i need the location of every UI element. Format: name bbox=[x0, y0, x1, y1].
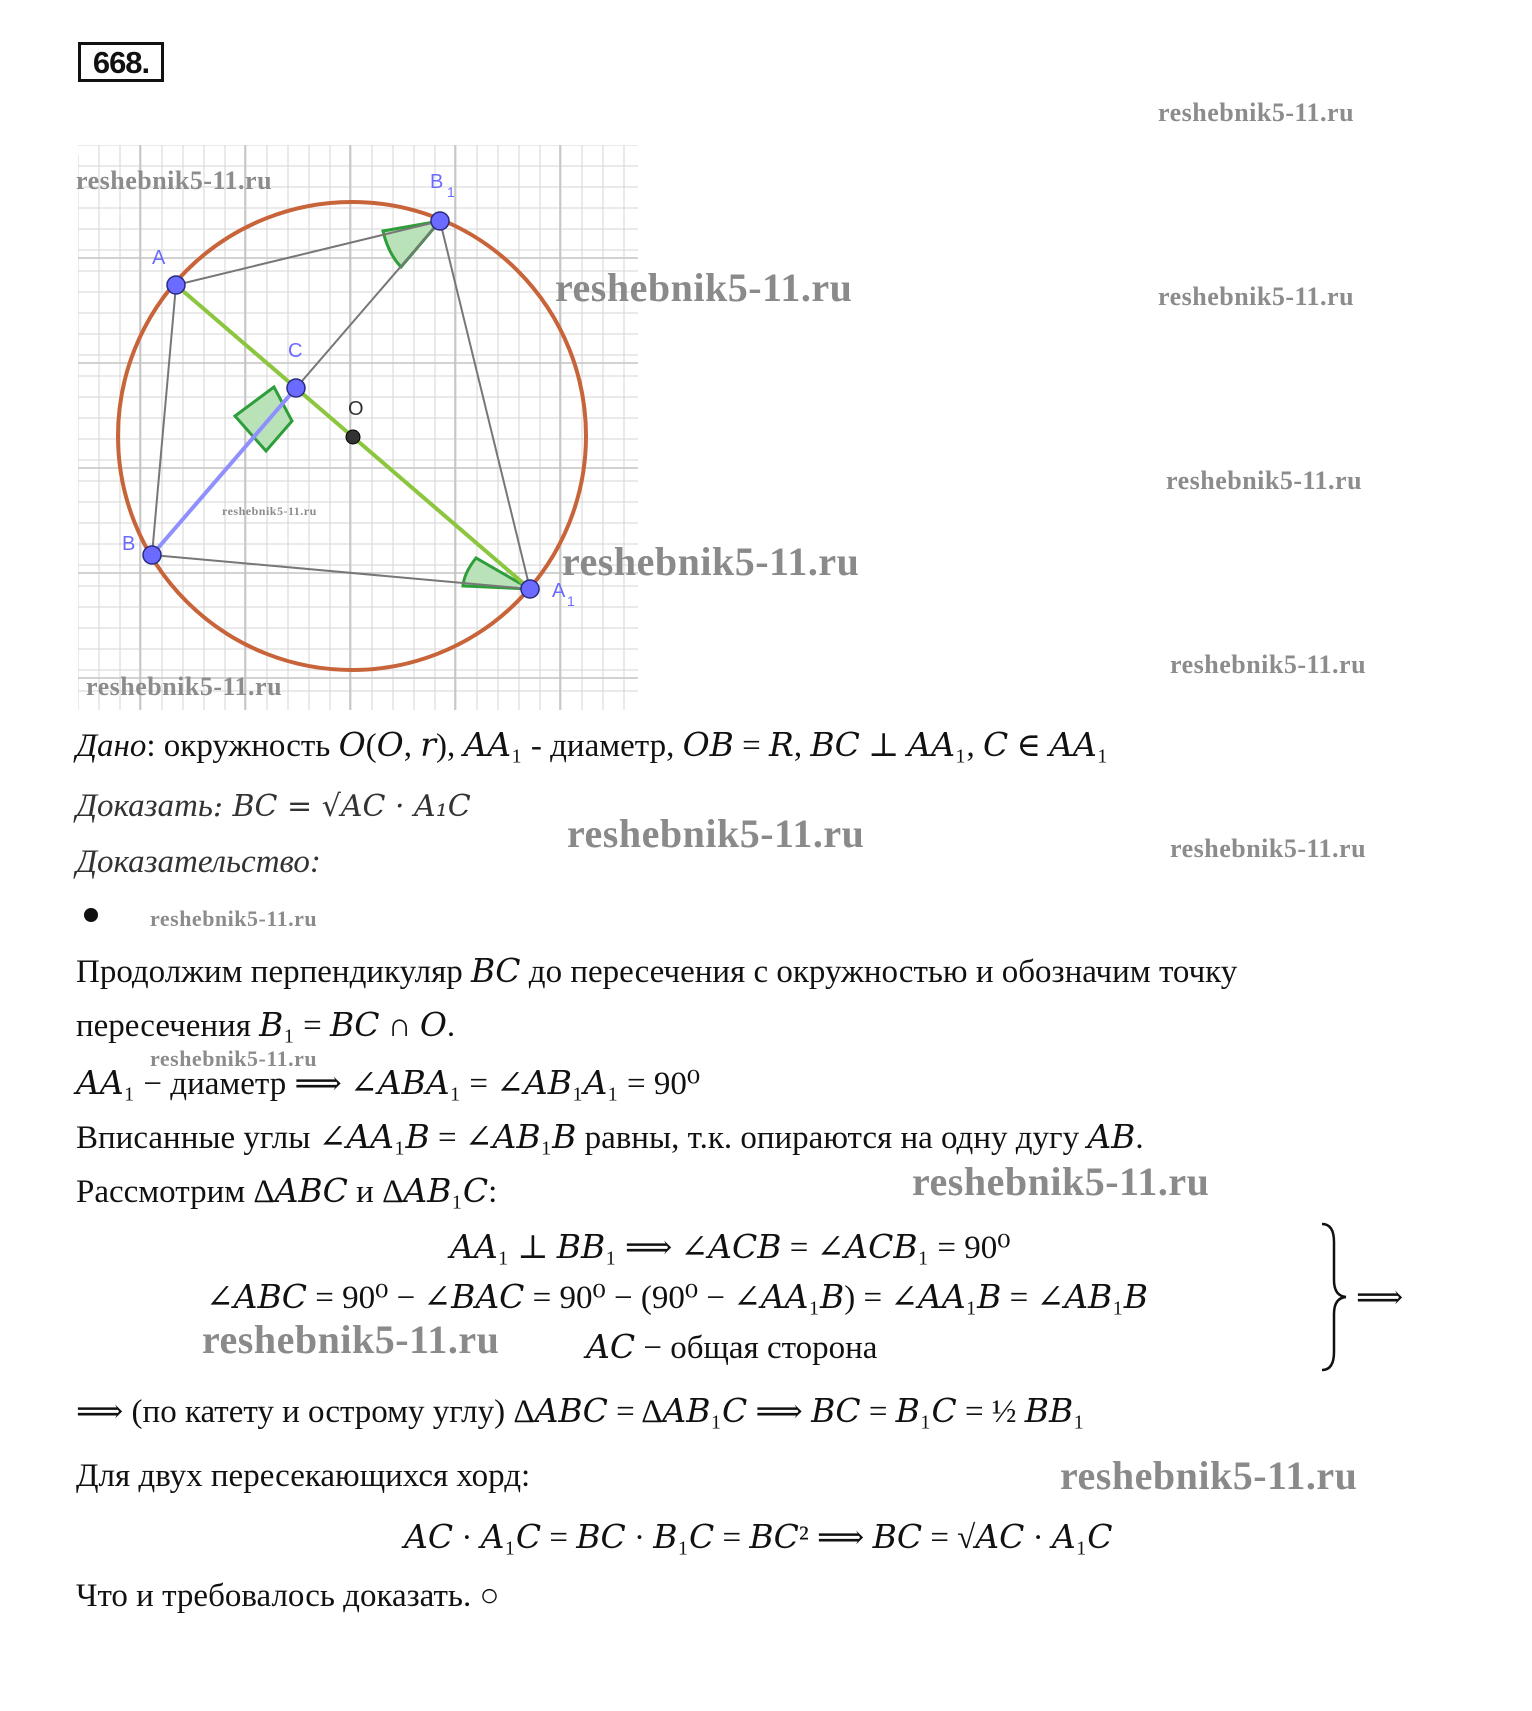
prove-label: Доказать bbox=[76, 788, 213, 824]
segment-b1-a1 bbox=[440, 221, 530, 589]
point-o bbox=[346, 430, 360, 444]
label-a: A bbox=[152, 247, 166, 269]
label-b1: B bbox=[430, 171, 444, 193]
watermark: reshebnik5-11.ru bbox=[1166, 466, 1363, 495]
label-a1-sub: 1 bbox=[567, 593, 575, 609]
prove-text: : 𝐵𝐶 = √𝐴𝐶 · 𝐴₁𝐶 bbox=[212, 789, 471, 824]
geometry-figure bbox=[78, 145, 638, 710]
given-line bbox=[76, 726, 1108, 766]
proof-step-1b: пересечения 𝐵₁ = 𝐵𝐶 ∩ 𝑂. bbox=[76, 1008, 456, 1044]
proof-step-3: Вписанные углы ∠𝐴𝐴₁𝐵 = ∠𝐴𝐵₁𝐵 равны, т.к. опираются на одну дугу 𝐴𝐵. bbox=[76, 1120, 1144, 1156]
watermark: reshebnik5-11.ru bbox=[222, 504, 317, 518]
proof-step-5: ⟹ (по катету и острому углу) Δ𝐴𝐵𝐶 = Δ𝐴𝐵₁𝐶 ⟹ 𝐵𝐶 = 𝐵₁𝐶 = ½ 𝐵𝐵₁ bbox=[76, 1394, 1085, 1430]
watermark: reshebnik5-11.ru bbox=[1158, 98, 1355, 127]
watermark: reshebnik5-11.ru bbox=[1060, 1453, 1358, 1498]
point-b bbox=[143, 546, 161, 564]
proof-conclusion: Что и требовалось доказать. ○ bbox=[76, 1578, 500, 1614]
segment-b-a bbox=[152, 285, 176, 555]
system-line-1: 𝐴𝐴₁ ⊥ 𝐵𝐵₁ ⟹ ∠𝐴𝐶𝐵 = ∠𝐴𝐶𝐵₁ = 90⁰ bbox=[450, 1230, 1011, 1266]
label-c: C bbox=[288, 340, 303, 362]
proof-step-7: 𝐴𝐶 · 𝐴₁𝐶 = 𝐵𝐶 · 𝐵₁𝐶 = 𝐵𝐶² ⟹ 𝐵𝐶 = √𝐴𝐶 · 𝐴₁𝐶 bbox=[404, 1520, 1113, 1556]
label-a1: A bbox=[552, 580, 566, 602]
proof-label: Доказательство: bbox=[76, 844, 321, 880]
system-implies: ⟹ bbox=[1356, 1280, 1404, 1316]
point-a bbox=[167, 276, 185, 294]
right-brace bbox=[1318, 1222, 1348, 1372]
segment-bc bbox=[152, 388, 296, 555]
proof-step-2: 𝐴𝐴₁ − диаметр ⟹ ∠𝐴𝐵𝐴₁ = ∠𝐴𝐵₁𝐴₁ = 90⁰ bbox=[76, 1066, 701, 1102]
watermark: reshebnik5-11.ru bbox=[1170, 834, 1367, 863]
watermark: reshebnik5-11.ru bbox=[567, 811, 865, 856]
given-label: Дано bbox=[76, 728, 147, 764]
watermark: reshebnik5-11.ru bbox=[562, 539, 860, 584]
watermark: reshebnik5-11.ru bbox=[76, 166, 273, 195]
system-line-2: ∠𝐴𝐵𝐶 = 90⁰ − ∠𝐵𝐴𝐶 = 90⁰ − (90⁰ − ∠𝐴𝐴₁𝐵) = ∠𝐴𝐴₁𝐵 = ∠𝐴𝐵₁𝐵 bbox=[206, 1280, 1149, 1316]
proof-step-4: Рассмотрим Δ𝐴𝐵𝐶 и Δ𝐴𝐵₁𝐶: bbox=[76, 1174, 498, 1210]
watermark: reshebnik5-11.ru bbox=[150, 906, 318, 931]
problem-number: 668. bbox=[78, 42, 164, 82]
system-line-3: 𝐴𝐶 − общая сторона bbox=[586, 1330, 878, 1366]
label-b: B bbox=[122, 533, 136, 555]
watermark: reshebnik5-11.ru bbox=[202, 1317, 500, 1362]
watermark: reshebnik5-11.ru bbox=[912, 1159, 1210, 1204]
watermark: reshebnik5-11.ru bbox=[150, 1046, 318, 1071]
watermark: reshebnik5-11.ru bbox=[86, 672, 283, 701]
prove-line bbox=[76, 786, 471, 827]
given-text: : окружность 𝑂(𝑂, 𝑟), 𝐴𝐴₁ - диаметр, 𝑂𝐵 = 𝑅, 𝐵𝐶 ⊥ 𝐴𝐴₁, 𝐶 ∈ 𝐴𝐴₁ bbox=[146, 728, 1109, 764]
proof-step-6: Для двух пересекающихся хорд: bbox=[76, 1458, 531, 1494]
point-b1 bbox=[431, 212, 449, 230]
watermark: reshebnik5-11.ru bbox=[555, 265, 853, 310]
bullet bbox=[84, 908, 98, 922]
grid bbox=[78, 145, 638, 710]
point-a1 bbox=[521, 580, 539, 598]
label-b1-sub: 1 bbox=[447, 184, 455, 200]
watermark: reshebnik5-11.ru bbox=[1170, 650, 1367, 679]
proof-step-1a: Продолжим перпендикуляр 𝐵𝐶 до пересечения с окружностью и обозначим точку bbox=[76, 954, 1238, 990]
label-o: O bbox=[348, 398, 364, 420]
watermark: reshebnik5-11.ru bbox=[1158, 282, 1355, 311]
point-c bbox=[287, 379, 305, 397]
